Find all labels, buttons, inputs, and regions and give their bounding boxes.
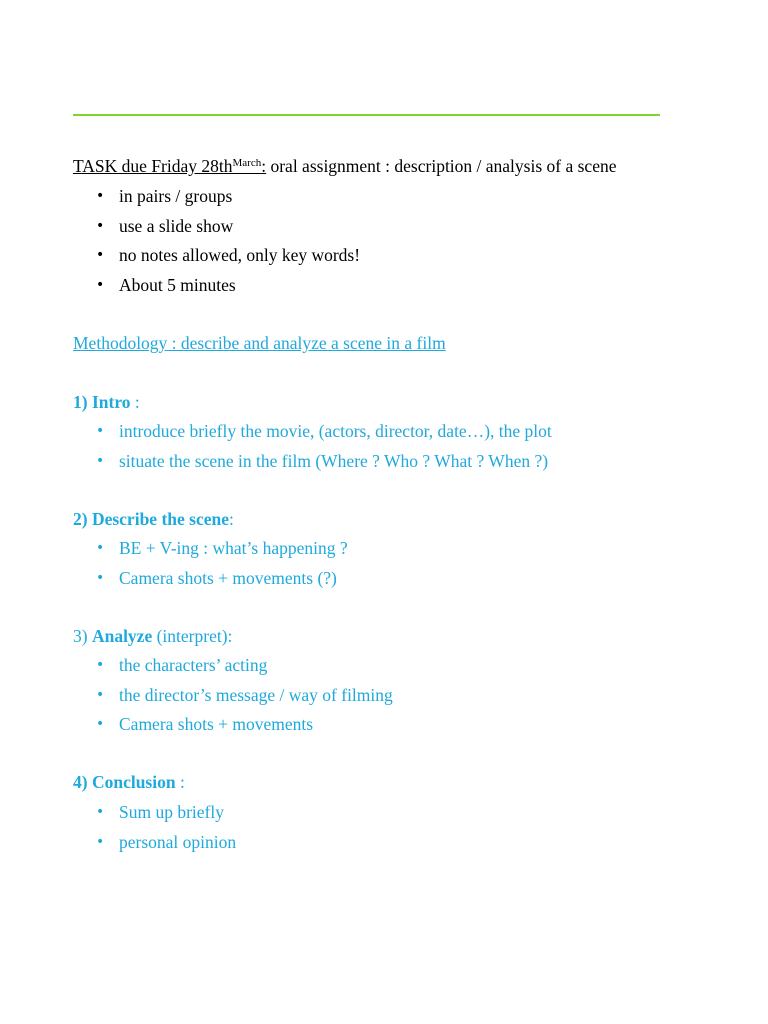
list-item: • no notes allowed, only key words! (96, 245, 361, 265)
bullet-icon: • (96, 217, 105, 234)
conclusion-list (73, 802, 236, 861)
methodology-link[interactable]: Methodology : describe and analyze a scene in a film (73, 333, 446, 353)
section-heading-describe: 2) Describe the scene: (73, 509, 234, 529)
list-item: • the characters’ acting (96, 655, 268, 675)
list-item: • BE + V-ing : what’s happening ? (96, 538, 348, 558)
bullet-icon: • (96, 423, 105, 439)
bullet-icon: • (96, 276, 105, 293)
list-item: • introduce briefly the movie, (actors, director, date…), the plot (96, 421, 552, 441)
bullet-icon: • (96, 833, 105, 850)
task-due-month: March (232, 157, 262, 169)
bullet-icon: • (96, 247, 105, 263)
bullet-icon: • (96, 804, 105, 820)
list-item: • Camera shots + movements (96, 714, 314, 734)
list-item: • situate the scene in the film (Where ? Who ? What ? When ?) (96, 450, 549, 471)
header-divider (73, 114, 660, 116)
analyze-list (73, 655, 393, 744)
list-item: • in pairs / groups (96, 186, 233, 206)
bullet-icon: • (96, 569, 105, 586)
list-item: • personal opinion (96, 831, 237, 852)
section-heading-analyze: 3) Analyze (interpret): (73, 626, 233, 646)
list-item: • About 5 minutes (96, 274, 236, 295)
bullet-icon: • (96, 716, 105, 732)
bullet-icon: • (96, 452, 105, 469)
task-requirements-list (73, 186, 360, 304)
section-heading-intro: 1) Intro : (73, 392, 140, 412)
task-description: oral assignment : description / analysis of a scene (266, 156, 617, 176)
task-line (73, 156, 617, 176)
bullet-icon: • (96, 540, 105, 556)
describe-list (73, 538, 348, 597)
intro-list (73, 421, 552, 480)
list-item: • Camera shots + movements (?) (96, 567, 337, 588)
bullet-icon: • (96, 686, 105, 703)
task-due-label: TASK due Friday $28th^{March}$: (73, 156, 267, 176)
list-item: • use a slide show (96, 215, 234, 236)
list-item: • the director’s message / way of filming (96, 684, 393, 705)
section-heading-conclusion: 4) Conclusion : (73, 772, 185, 792)
list-item: • Sum up briefly (96, 802, 224, 822)
bullet-icon: • (96, 188, 105, 204)
bullet-icon: • (96, 657, 105, 673)
